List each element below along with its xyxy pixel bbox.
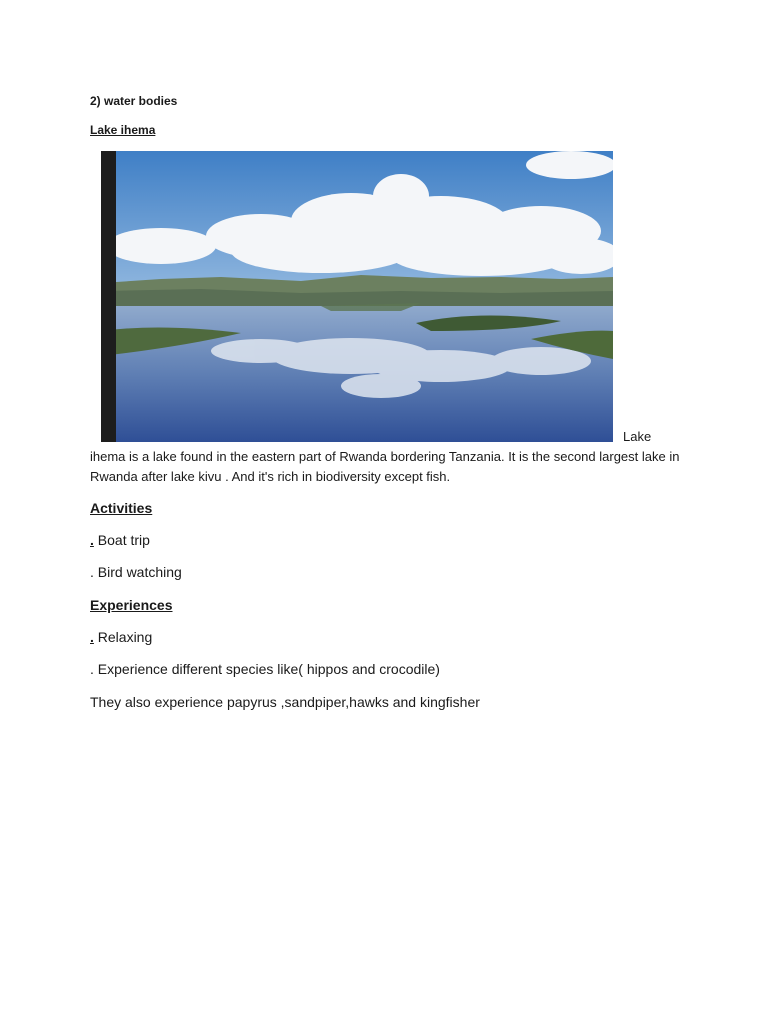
bullet-marker: .: [90, 661, 94, 677]
lake-description-text: Lake ihema is a lake found in the eastern part of Rwanda bordering Tanzania. It is the second largest lake in Rwanda after lake kivu . And it's rich in biodiversity except fish.: [90, 429, 680, 484]
lake-description: [90, 427, 680, 487]
lake-photo: [101, 151, 613, 442]
experience-item-label: Relaxing: [97, 629, 153, 645]
experience-item: [90, 629, 152, 645]
activities-heading: Activities: [90, 500, 153, 516]
experience-item: [90, 661, 440, 677]
activity-item-label: Boat trip: [97, 532, 150, 548]
activity-item-label: Bird watching: [97, 564, 182, 580]
photo-side-strip: [101, 151, 116, 442]
lake-photo-image: [101, 151, 613, 442]
section-heading: 2) water bodies: [90, 94, 178, 108]
bullet-marker: .: [90, 564, 94, 580]
closing-line: They also experience papyrus ,sandpiper,hawks and kingfisher: [90, 694, 480, 710]
experience-item-label: Experience different species like( hippos and crocodile): [97, 661, 440, 677]
bullet-marker: .: [90, 629, 94, 645]
lake-title: Lake ihema: [90, 123, 156, 137]
activity-item: [90, 532, 150, 548]
bullet-marker: .: [90, 532, 94, 548]
activity-item: [90, 564, 182, 580]
experiences-heading: Experiences: [90, 597, 173, 613]
